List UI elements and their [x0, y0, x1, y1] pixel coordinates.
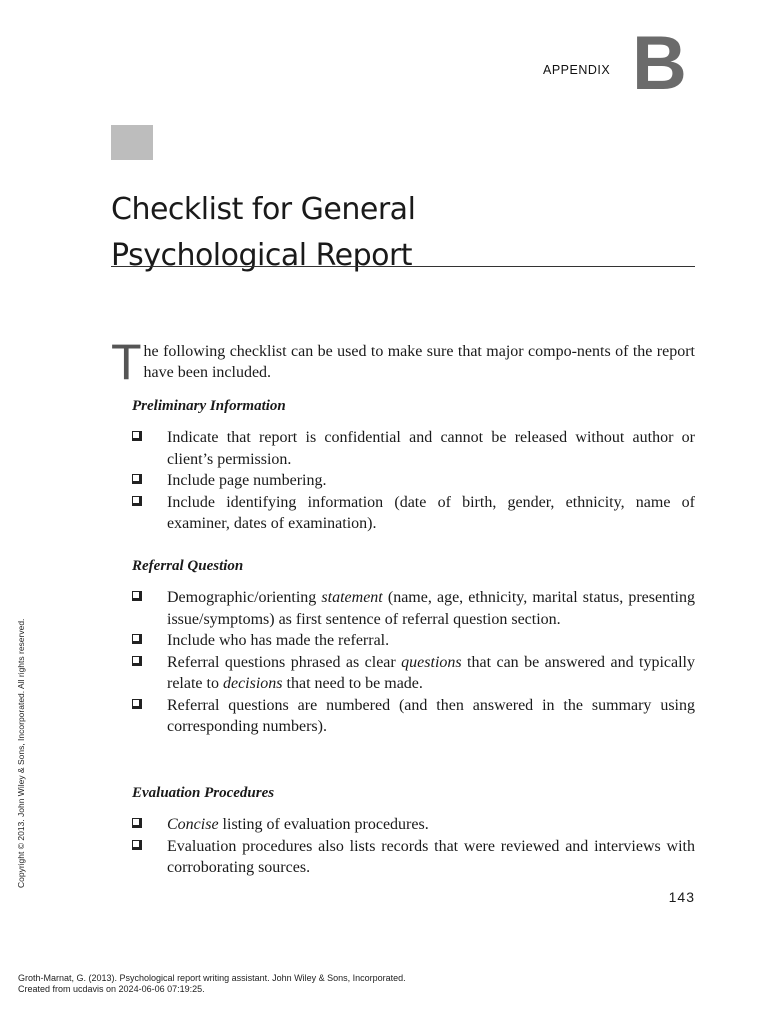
item-text: Referral questions are numbered (and then answered in the summary using corresponding numbers). [167, 696, 695, 735]
checkbox-icon [132, 840, 142, 850]
page-number: 143 [668, 889, 695, 905]
checklist-item [111, 652, 695, 695]
checklist [111, 587, 695, 738]
intro-paragraph [111, 334, 695, 390]
checklist-item [111, 587, 695, 630]
section-preliminary-information [111, 396, 695, 535]
item-text: that can be answered and typically relate to [167, 653, 696, 692]
item-text: Demographic/orienting [167, 589, 322, 606]
item-text: Referral questions phrased as clear [167, 653, 402, 671]
intro-text: he following checklist can be used to make sure that major compo-nents of the report have been included. [143, 343, 695, 381]
item-text: Include identifying information (date of birth, gender, ethnicity, name of examiner, dates of examination). [167, 493, 695, 532]
footer-citation [18, 973, 406, 995]
item-text: Indicate that report is confidential and cannot be released without author or client’s permission. [167, 429, 695, 468]
checklist-item [111, 470, 695, 492]
checkbox-icon [132, 431, 142, 441]
item-text: (name, age, ethnicity, marital status, presenting issue/symptoms) as first sentence of referral question section. [167, 589, 696, 628]
page-title-line1: Checklist for General [111, 192, 416, 227]
page-title-line2: Psychological Report [111, 238, 413, 273]
emphasized-text: statement [321, 589, 383, 606]
checkbox-icon [132, 634, 142, 644]
footer-citation-line: Groth-Marnat, G. (2013). Psychological report writing assistant. John Wiley & Sons, Incorporated. [18, 973, 406, 983]
checklist [111, 814, 695, 879]
section-evaluation-procedures [111, 783, 695, 879]
appendix-letter: B [632, 21, 685, 106]
checkbox-icon [132, 496, 142, 506]
appendix-label: APPENDIX [543, 63, 611, 77]
footer-created-line: Created from ucdavis on 2024-06-06 07:19:25. [18, 984, 205, 994]
title-underline [111, 266, 695, 267]
item-text: Evaluation procedures also lists records that were reviewed and interviews with corroborating sources. [167, 837, 695, 876]
item-text: Include page numbering. [167, 472, 327, 489]
checklist [111, 427, 695, 535]
emphasized-text: Concise [167, 816, 219, 833]
section-heading: Preliminary Information [132, 398, 286, 414]
drop-cap: T [111, 334, 142, 390]
side-copyright-notice: Copyright © 2013. John Wiley & Sons, Incorporated. All rights reserved. [16, 618, 26, 888]
checkbox-icon [132, 591, 142, 601]
section-referral-question [111, 556, 695, 738]
item-text: Include who has made the referral. [167, 632, 390, 649]
section-heading: Evaluation Procedures [132, 785, 275, 801]
checklist-item [111, 492, 695, 535]
checklist-item [111, 630, 695, 652]
checkbox-icon [132, 818, 142, 828]
checkbox-icon [132, 699, 142, 709]
checklist-item [111, 836, 695, 879]
checklist-item [111, 427, 695, 470]
chapter-marker-square [111, 125, 153, 160]
checkbox-icon [132, 656, 142, 666]
checklist-item [111, 814, 695, 836]
item-text: that need to be made. [282, 675, 423, 692]
item-text: listing of evaluation procedures. [218, 816, 429, 833]
emphasized-text: decisions [222, 675, 283, 692]
checklist-item [111, 695, 695, 738]
emphasized-text: questions [401, 653, 462, 671]
checkbox-icon [132, 474, 142, 484]
section-heading: Referral Question [132, 558, 244, 574]
